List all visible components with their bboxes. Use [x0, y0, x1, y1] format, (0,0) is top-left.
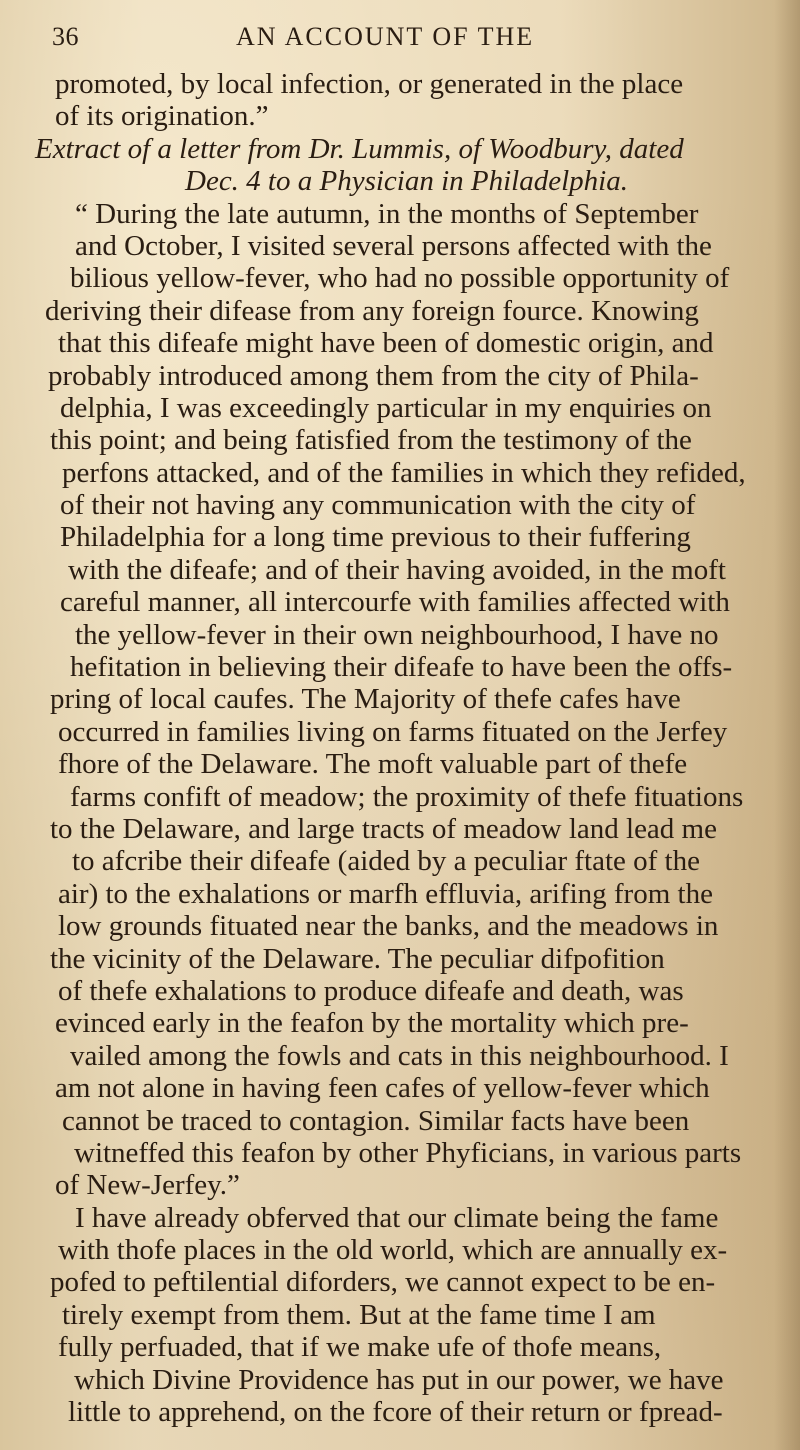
text-line: “ During the late autumn, in the months of September [75, 197, 699, 230]
running-head [52, 22, 748, 62]
running-title: AN ACCOUNT OF THE [236, 22, 535, 51]
text-line: with the difeafe; and of their having avoided, in the moft [68, 553, 726, 586]
text-line: fully perfuaded, that if we make ufe of thofe means, [58, 1331, 662, 1364]
text-line: occurred in families living on farms fituated on the Jerfey [58, 715, 728, 748]
text-line: which Divine Providence has put in our power, we have [74, 1363, 724, 1396]
text-line: air) to the exhalations or marfh effluvia, arifing from the [58, 877, 713, 910]
text-line: tirely exempt from them. But at the fame time I am [62, 1298, 656, 1331]
page-number: 36 [52, 22, 79, 51]
text-line: pofed to peftilential diforders, we cannot expect to be en- [50, 1266, 716, 1299]
text-line: of its origination.” [55, 100, 269, 133]
text-line: and October, I visited several persons affected with the [75, 229, 712, 262]
text-line: I have already obferved that our climate being the fame [75, 1201, 719, 1234]
text-line: Philadelphia for a long time previous to their fuffering [60, 521, 691, 554]
text-line: of thefe exhalations to produce difeafe and death, was [58, 974, 684, 1007]
body-text [0, 68, 800, 1428]
text-line: delphia, I was exceedingly particular in my enquiries on [60, 391, 712, 424]
text-line: am not alone in having feen cafes of yellow-fever which [55, 1072, 710, 1105]
text-line: with thofe places in the old world, which are annually ex- [58, 1234, 728, 1267]
text-line: hefitation in believing their difeafe to have been the offs- [70, 651, 733, 684]
text-line: of New-Jerfey.” [55, 1169, 240, 1202]
text-line: low grounds fituated near the banks, and the meadows in [58, 910, 719, 943]
text-line: witneffed this feafon by other Phyficians, in various parts [74, 1136, 742, 1169]
text-line: that this difeafe might have been of domestic origin, and [58, 327, 714, 360]
extract-heading-line: Extract of a letter from Dr. Lummis, of Woodbury, dated [35, 132, 684, 165]
text-line: little to apprehend, on the fcore of their return or fpread- [68, 1396, 723, 1429]
text-line: to afcribe their difeafe (aided by a peculiar ftate of the [72, 845, 700, 878]
text-line: fhore of the Delaware. The moft valuable part of thefe [58, 748, 688, 781]
text-line: pring of local caufes. The Majority of thefe cafes have [50, 683, 681, 716]
text-line: careful manner, all intercourfe with families affected with [60, 586, 730, 619]
text-line: perfons attacked, and of the families in which they refided, [62, 456, 746, 489]
extract-heading-line: Dec. 4 to a Physician in Philadelphia. [185, 165, 628, 198]
text-line: deriving their difease from any foreign fource. Knowing [45, 294, 699, 327]
text-line: promoted, by local infection, or generated in the place [55, 68, 684, 100]
text-line: farms confift of meadow; the proximity of thefe fituations [70, 780, 744, 813]
text-line: cannot be traced to contagion. Similar facts have been [62, 1104, 690, 1137]
text-line: probably introduced among them from the city of Phila- [48, 359, 699, 392]
text-line: evinced early in the feafon by the mortality which pre- [55, 1007, 689, 1040]
text-line: the yellow-fever in their own neighbourhood, I have no [75, 618, 719, 651]
text-line: the vicinity of the Delaware. The peculiar difpofition [50, 942, 665, 975]
text-line: bilious yellow-fever, who had no possible opportunity of [70, 262, 730, 295]
text-line: this point; and being fatisfied from the testimony of the [50, 424, 692, 457]
text-line: vailed among the fowls and cats in this neighbourhood. I [70, 1039, 729, 1072]
text-line: of their not having any communication with the city of [60, 489, 696, 522]
text-line: to the Delaware, and large tracts of meadow land lead me [50, 812, 717, 845]
